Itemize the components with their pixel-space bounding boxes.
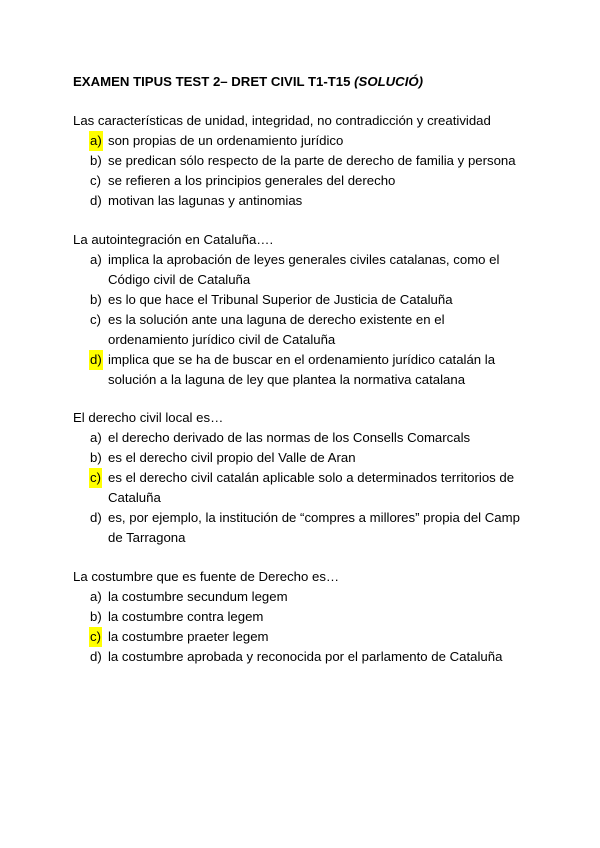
- option-d: [73, 191, 573, 211]
- option-c: [73, 627, 573, 647]
- option-letter: c): [90, 173, 101, 188]
- option-letter: a): [90, 252, 102, 267]
- option-letter: b): [90, 609, 102, 624]
- option-text: implica la aprobación de leyes generales civiles catalanas, como el Código civil de Cataluña: [108, 252, 500, 287]
- option-letter: b): [90, 292, 102, 307]
- option-d: [73, 647, 573, 667]
- option-b: [73, 151, 573, 171]
- option-c: [73, 310, 573, 350]
- page-title: [73, 74, 423, 89]
- option-c: [73, 171, 573, 191]
- option-text: es lo que hace el Tribunal Superior de Justicia de Cataluña: [108, 292, 453, 307]
- option-letter: b): [90, 450, 102, 465]
- option-letter: d): [90, 649, 102, 664]
- option-text: es el derecho civil propio del Valle de Aran: [108, 450, 356, 465]
- option-text: el derecho derivado de las normas de los Consells Comarcals: [108, 430, 471, 445]
- option-letter: d): [90, 193, 102, 208]
- question-text: El derecho civil local es…: [73, 410, 224, 425]
- option-letter: a): [90, 589, 102, 604]
- option-d: [73, 350, 573, 390]
- option-letter: a): [90, 430, 102, 445]
- question-4: [73, 567, 573, 667]
- option-letter-correct: c): [89, 468, 102, 488]
- option-text: la costumbre secundum legem: [108, 589, 288, 604]
- title-main: EXAMEN TIPUS TEST 2– DRET CIVIL T1-T15: [73, 74, 355, 89]
- question-3: [73, 408, 573, 548]
- option-text: implica que se ha de buscar en el ordenamiento jurídico catalán la solución a la laguna de ley que plantea la normativa catalana: [108, 352, 496, 387]
- option-text: la costumbre praeter legem: [108, 629, 269, 644]
- option-text: son propias de un ordenamiento jurídico: [108, 133, 344, 148]
- option-a: [73, 250, 573, 290]
- option-text: la costumbre aprobada y reconocida por el parlamento de Cataluña: [108, 649, 503, 664]
- option-letter: c): [90, 312, 101, 327]
- option-c: [73, 468, 573, 508]
- option-a: [73, 428, 573, 448]
- option-text: la costumbre contra legem: [108, 609, 264, 624]
- option-letter-correct: c): [89, 627, 102, 647]
- option-text: se refieren a los principios generales del derecho: [108, 173, 396, 188]
- option-b: [73, 448, 573, 468]
- question-2: [73, 230, 573, 390]
- option-a: [73, 587, 573, 607]
- option-a: [73, 131, 573, 151]
- option-letter-correct: d): [89, 350, 103, 370]
- option-text: motivan las lagunas y antinomias: [108, 193, 303, 208]
- option-letter-correct: a): [89, 131, 103, 151]
- question-text: La autointegración en Cataluña….: [73, 232, 274, 247]
- option-b: [73, 607, 573, 627]
- option-text: se predican sólo respecto de la parte de derecho de familia y persona: [108, 153, 516, 168]
- title-solution: (SOLUCIÓ): [354, 74, 424, 89]
- option-text: es, por ejemplo, la institución de “compres a millores” propia del Camp de Tarragona: [108, 510, 520, 545]
- option-letter: d): [90, 510, 102, 525]
- option-letter: b): [90, 153, 102, 168]
- question-text: Las características de unidad, integridad, no contradicción y creatividad: [73, 113, 491, 128]
- option-b: [73, 290, 573, 310]
- option-text: es la solución ante una laguna de derecho existente en el ordenamiento jurídico civil de Cataluña: [108, 312, 445, 347]
- question-text: La costumbre que es fuente de Derecho es…: [73, 569, 340, 584]
- question-1: [73, 111, 573, 211]
- option-d: [73, 508, 573, 548]
- option-text: es el derecho civil catalán aplicable solo a determinados territorios de Cataluña: [108, 470, 515, 505]
